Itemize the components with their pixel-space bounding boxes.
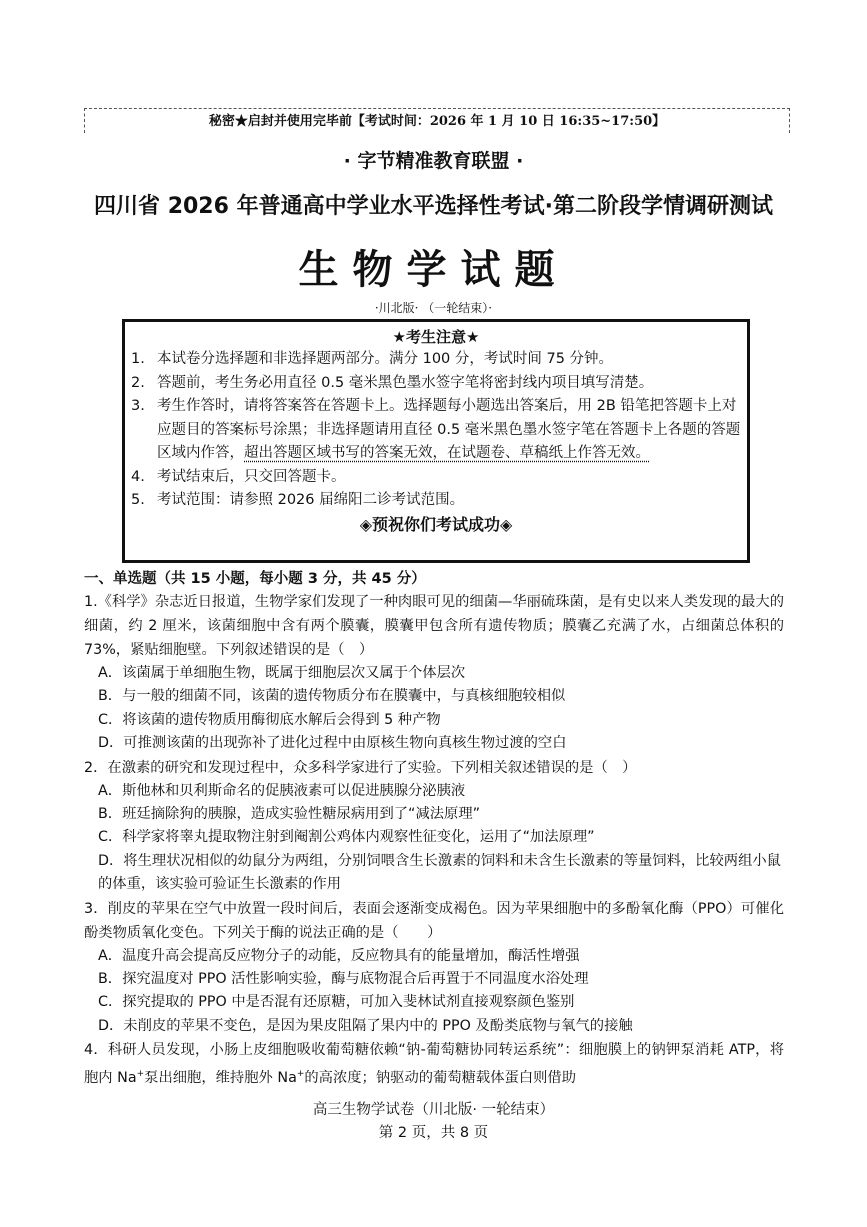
notice-number: 4. bbox=[131, 468, 145, 485]
option: A．温度升高会提高反应物分子的动能，反应物具有的能量增加，酶活性增强 bbox=[98, 947, 580, 964]
exam-title: 四川省 2026 年普通高中学业水平选择性考试·第二阶段学情调研测试 bbox=[94, 194, 773, 219]
question-section bbox=[84, 568, 784, 1090]
edition-label: ·川北版· （一轮结束）· bbox=[374, 301, 493, 315]
notice-text-plain: 考生作答时，请将答案答在答题卡上。选择题每小题选出答案后，用 2B 铅笔把答题卡上对应题目的答案标号涂黑；非选择题请用直径 0.5 毫米黑色墨水签字笔在答题卡上各题的答题区域内作答， bbox=[157, 398, 741, 461]
option: C．将该菌的遗传物质用酶彻底水解后会得到 5 种产物 bbox=[98, 711, 441, 728]
stem-part: 4．科研人员发现，小肠上皮细胞吸收葡萄糖依赖“钠-葡萄糖协同转运系统”：细胞膜上的钠钾泵消耗 ATP，将胞内 Na bbox=[84, 1042, 784, 1087]
alliance-name: · 字节精准教育联盟 · bbox=[343, 150, 524, 172]
notice-item bbox=[131, 348, 741, 372]
superscript: + bbox=[296, 1069, 305, 1080]
notice-number: 3. bbox=[131, 398, 145, 414]
notice-number: 2. bbox=[131, 374, 145, 391]
notice-item bbox=[131, 466, 741, 490]
notice-item bbox=[131, 395, 741, 466]
notice-number: 5. bbox=[131, 492, 145, 508]
option: D．可推测该菌的出现弥补了进化过程中由原核生物向真核生物过渡的空白 bbox=[98, 735, 567, 752]
option: C．探究提取的 PPO 中是否混有还原糖，可加入斐林试剂直接观察颜色鉴别 bbox=[98, 994, 575, 1011]
section-title: 一、单选题（共 15 小题，每小题 3 分，共 45 分） bbox=[84, 571, 426, 587]
candidate-notice-box bbox=[122, 319, 750, 563]
question-stem: 2．在激素的研究和发现过程中，众多科学家进行了实验。下列相关叙述错误的是（ ） bbox=[84, 759, 637, 776]
stem-part: 的高浓度；钠驱动的葡萄糖载体蛋白则借助 bbox=[304, 1070, 577, 1087]
option: B．与一般的细菌不同，该菌的遗传物质分布在膜囊中，与真核细胞较相似 bbox=[98, 688, 566, 705]
option: D．将生理状况相似的幼鼠分为两组，分别饲喂含生长激素的饲料和未含生长激素的等量饲料，比较两组小鼠的体重，该实验可验证生长激素的作用 bbox=[98, 852, 781, 893]
notice-item bbox=[131, 489, 741, 513]
footer-title: 高三生物学试卷（川北版· 一轮结束） bbox=[312, 1102, 555, 1118]
confidential-header: 秘密★启封并使用完毕前【考试时间：2026 年 1 月 10 日 16:35~17:50】 bbox=[84, 108, 790, 133]
notice-number: 1. bbox=[131, 351, 145, 367]
question-stem: 3．削皮的苹果在空气中放置一段时间后，表面会逐渐变成褐色。因为苹果细胞中的多酚氧化酶（PPO）可催化酚类物质氧化变色。下列关于酶的说法正确的是（ ） bbox=[84, 900, 784, 941]
option: B．探究温度对 PPO 活性影响实验，酶与底物混合后再置于不同温度水浴处理 bbox=[98, 971, 589, 988]
page-number: 第 2 页，共 8 页 bbox=[378, 1125, 489, 1141]
question-stem bbox=[84, 1038, 784, 1090]
blessing-line: ◈预祝你们考试成功◈ bbox=[359, 514, 513, 534]
notice-item bbox=[131, 372, 741, 396]
stem-part: 泵出细胞，维持胞外 Na bbox=[144, 1070, 297, 1087]
notice-text: 考试结束后，只交回答题卡。 bbox=[157, 468, 346, 485]
option: A．该菌属于单细胞生物，既属于细胞层次又属于个体层次 bbox=[98, 665, 466, 681]
notice-text-emphasis: 超出答题区域书写的答案无效，在试题卷、草稿纸上作答无效。 bbox=[244, 445, 650, 461]
notice-text: 答题前，考生务必用直径 0.5 毫米黑色墨水签字笔将密封线内项目填写清楚。 bbox=[157, 374, 654, 391]
notice-text bbox=[157, 395, 741, 466]
subject-title: 生物学试题 bbox=[298, 247, 569, 293]
option: D．未削皮的苹果不变色，是因为果皮阻隔了果内中的 PPO 及酚类底物与氧气的接触 bbox=[98, 1017, 633, 1034]
option: A．斯他林和贝利斯命名的促胰液素可以促进胰腺分泌胰液 bbox=[98, 782, 466, 799]
notice-text: 考试范围：请参照 2026 届绵阳二诊考试范围。 bbox=[157, 492, 465, 508]
option: C．科学家将睾丸提取物注射到阉割公鸡体内观察性征变化，运用了“加法原理” bbox=[98, 829, 595, 846]
option: B．班廷摘除狗的胰腺，造成实验性糖尿病用到了“减法原理” bbox=[98, 806, 481, 823]
superscript: + bbox=[136, 1069, 145, 1080]
notice-text: 本试卷分选择题和非选择题两部分。满分 100 分，考试时间 75 分钟。 bbox=[157, 351, 614, 367]
notice-heading: ★考生注意★ bbox=[392, 328, 480, 346]
question-stem: 1.《科学》杂志近日报道，生物学家们发现了一种肉眼可见的细菌—华丽硫珠菌，是有史以来人类发现的最大的细菌，约 2 厘米，该菌细胞中含有两个膜囊，膜囊甲包含所有遗传物质；膜囊乙充满了水，占细菌总体积的 73%，紧贴细胞壁。下列叙述错误的是（ ） bbox=[84, 594, 784, 658]
